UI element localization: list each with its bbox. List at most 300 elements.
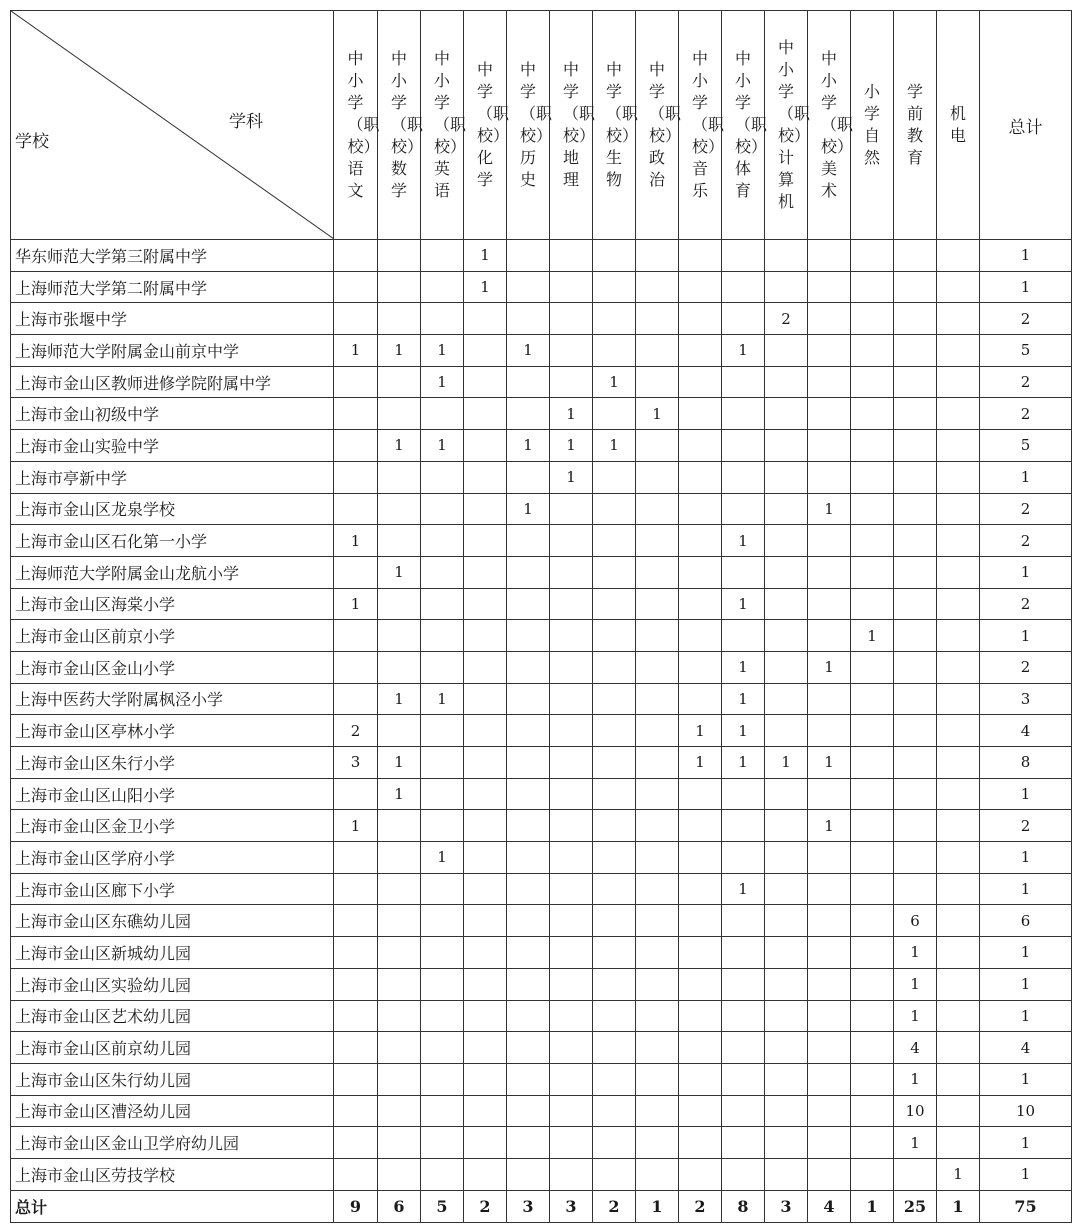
count-cell (937, 715, 980, 747)
table-row (11, 525, 1072, 557)
count-cell (679, 303, 722, 335)
count-cell (464, 366, 507, 398)
count-cell: 1 (507, 430, 550, 462)
count-cell (507, 937, 550, 969)
column-total-cell: 3 (550, 1190, 593, 1222)
count-cell (765, 905, 808, 937)
count-cell (334, 1032, 378, 1064)
row-total-cell: 1 (980, 240, 1072, 272)
count-cell (937, 556, 980, 588)
count-cell (808, 271, 851, 303)
count-cell: 6 (894, 905, 937, 937)
count-cell (894, 778, 937, 810)
count-cell (378, 1095, 421, 1127)
count-cell (679, 1095, 722, 1127)
count-cell (808, 556, 851, 588)
corner-diagonal-line (11, 11, 334, 239)
count-cell (679, 271, 722, 303)
count-cell (851, 747, 894, 779)
count-cell (507, 240, 550, 272)
subject-header-english: 中小学（职校）英语 (421, 11, 464, 240)
count-cell (851, 1158, 894, 1190)
row-total-cell: 1 (980, 873, 1072, 905)
count-cell (334, 1095, 378, 1127)
count-cell (894, 873, 937, 905)
table-row (11, 303, 1072, 335)
school-name-cell: 上海师范大学第二附属中学 (11, 271, 334, 303)
count-cell (894, 747, 937, 779)
row-total-cell: 5 (980, 335, 1072, 367)
count-cell (937, 905, 980, 937)
count-cell (464, 905, 507, 937)
count-cell (679, 588, 722, 620)
table-row (11, 1158, 1072, 1190)
count-cell (894, 493, 937, 525)
count-cell (808, 303, 851, 335)
count-cell (421, 715, 464, 747)
school-name-cell: 上海市金山区山阳小学 (11, 778, 334, 810)
table-row (11, 747, 1072, 779)
count-cell (636, 747, 679, 779)
school-name-cell: 上海市金山区金卫小学 (11, 810, 334, 842)
count-cell (550, 968, 593, 1000)
count-cell (808, 937, 851, 969)
count-cell (378, 651, 421, 683)
count-cell (421, 620, 464, 652)
corner-subject-label: 学科 (229, 112, 263, 132)
count-cell (851, 303, 894, 335)
count-cell (378, 303, 421, 335)
count-cell (421, 1032, 464, 1064)
count-cell (722, 1063, 765, 1095)
school-name-cell: 上海市金山区龙泉学校 (11, 493, 334, 525)
count-cell (636, 430, 679, 462)
count-cell (464, 968, 507, 1000)
count-cell (464, 525, 507, 557)
count-cell (593, 1063, 636, 1095)
count-cell (507, 968, 550, 1000)
subject-header-mechatronics: 机电 (937, 11, 980, 240)
count-cell (421, 398, 464, 430)
column-total-cell: 3 (507, 1190, 550, 1222)
school-name-cell: 上海中医药大学附属枫泾小学 (11, 683, 334, 715)
count-cell (507, 683, 550, 715)
count-cell (421, 493, 464, 525)
count-cell (679, 430, 722, 462)
count-cell (334, 461, 378, 493)
count-cell (550, 366, 593, 398)
count-cell (378, 366, 421, 398)
count-cell (851, 937, 894, 969)
count-cell: 10 (894, 1095, 937, 1127)
count-cell (679, 525, 722, 557)
count-cell (851, 810, 894, 842)
row-total-cell: 1 (980, 461, 1072, 493)
count-cell (421, 1158, 464, 1190)
count-cell (550, 937, 593, 969)
count-cell (636, 525, 679, 557)
school-name-cell: 上海市金山区前京小学 (11, 620, 334, 652)
table-row (11, 398, 1072, 430)
count-cell (765, 810, 808, 842)
count-cell (550, 303, 593, 335)
count-cell (334, 683, 378, 715)
count-cell (334, 1063, 378, 1095)
count-cell (507, 747, 550, 779)
count-cell (894, 556, 937, 588)
count-cell (378, 715, 421, 747)
count-cell (679, 240, 722, 272)
count-cell: 1 (550, 430, 593, 462)
count-cell (636, 335, 679, 367)
table-row (11, 335, 1072, 367)
row-total-cell: 2 (980, 525, 1072, 557)
count-cell (851, 873, 894, 905)
table-row (11, 778, 1072, 810)
count-cell (722, 620, 765, 652)
school-name-cell: 上海市金山区石化第一小学 (11, 525, 334, 557)
count-cell (851, 335, 894, 367)
count-cell (937, 778, 980, 810)
column-total-cell: 1 (636, 1190, 679, 1222)
count-cell (378, 493, 421, 525)
count-cell (765, 968, 808, 1000)
count-cell (464, 715, 507, 747)
count-cell (421, 937, 464, 969)
count-cell: 1 (421, 366, 464, 398)
school-name-cell: 上海市金山初级中学 (11, 398, 334, 430)
count-cell: 1 (937, 1158, 980, 1190)
subject-header-chemistry: 中学（职校）化学 (464, 11, 507, 240)
table-row (11, 1000, 1072, 1032)
count-cell (593, 778, 636, 810)
count-cell (937, 525, 980, 557)
count-cell (808, 366, 851, 398)
count-cell (421, 588, 464, 620)
count-cell: 1 (378, 335, 421, 367)
count-cell (765, 651, 808, 683)
count-cell (593, 1032, 636, 1064)
count-cell (722, 1158, 765, 1190)
count-cell (937, 620, 980, 652)
table-row (11, 240, 1072, 272)
count-cell (636, 842, 679, 874)
count-cell (593, 240, 636, 272)
count-cell: 1 (894, 1000, 937, 1032)
column-total-cell: 5 (421, 1190, 464, 1222)
count-cell (636, 1158, 679, 1190)
count-cell (378, 240, 421, 272)
count-cell (550, 842, 593, 874)
count-cell (334, 937, 378, 969)
count-cell: 1 (894, 968, 937, 1000)
count-cell: 1 (808, 810, 851, 842)
school-name-cell: 上海市金山实验中学 (11, 430, 334, 462)
column-total-cell: 8 (722, 1190, 765, 1222)
count-cell (851, 240, 894, 272)
count-cell (464, 1000, 507, 1032)
count-cell (421, 1095, 464, 1127)
school-name-cell: 上海市金山区朱行小学 (11, 747, 334, 779)
subject-header-music: 中小学（职校）音乐 (679, 11, 722, 240)
count-cell (722, 842, 765, 874)
count-cell (636, 620, 679, 652)
count-cell (464, 651, 507, 683)
count-cell (808, 715, 851, 747)
table-container (10, 10, 1072, 1223)
table-row (11, 430, 1072, 462)
count-cell (464, 303, 507, 335)
count-cell (679, 366, 722, 398)
table-row (11, 493, 1072, 525)
total-header: 总计 (980, 11, 1072, 240)
count-cell: 1 (421, 335, 464, 367)
count-cell (421, 461, 464, 493)
count-cell (851, 778, 894, 810)
count-cell (765, 1063, 808, 1095)
count-cell (507, 778, 550, 810)
count-cell (550, 556, 593, 588)
table-row (11, 651, 1072, 683)
count-cell: 1 (378, 683, 421, 715)
row-total-cell: 2 (980, 493, 1072, 525)
count-cell (851, 683, 894, 715)
school-name-cell: 上海市金山区朱行幼儿园 (11, 1063, 334, 1095)
count-cell (636, 366, 679, 398)
count-cell (765, 430, 808, 462)
count-cell (550, 1127, 593, 1159)
count-cell: 1 (550, 461, 593, 493)
count-cell (851, 525, 894, 557)
table-row (11, 968, 1072, 1000)
count-cell (378, 842, 421, 874)
row-total-cell: 2 (980, 810, 1072, 842)
count-cell (765, 335, 808, 367)
count-cell (894, 303, 937, 335)
count-cell (937, 461, 980, 493)
count-cell (937, 588, 980, 620)
count-cell (378, 398, 421, 430)
count-cell (507, 651, 550, 683)
count-cell (894, 715, 937, 747)
row-total-cell: 1 (980, 842, 1072, 874)
count-cell: 1 (334, 810, 378, 842)
count-cell (378, 588, 421, 620)
row-total-cell: 2 (980, 588, 1072, 620)
count-cell (421, 303, 464, 335)
recruitment-table (10, 10, 1072, 1223)
count-cell (593, 937, 636, 969)
count-cell (593, 651, 636, 683)
count-cell (679, 1032, 722, 1064)
count-cell: 1 (334, 588, 378, 620)
count-cell (378, 1127, 421, 1159)
row-total-cell: 4 (980, 1032, 1072, 1064)
count-cell (894, 461, 937, 493)
count-cell (808, 1063, 851, 1095)
count-cell (334, 905, 378, 937)
column-total-cell: 3 (765, 1190, 808, 1222)
count-cell (722, 271, 765, 303)
count-cell (937, 366, 980, 398)
count-cell (937, 1063, 980, 1095)
count-cell: 1 (722, 525, 765, 557)
subject-header-politics: 中学（职校）政治 (636, 11, 679, 240)
count-cell (334, 620, 378, 652)
count-cell (765, 937, 808, 969)
count-cell (550, 335, 593, 367)
count-cell (808, 842, 851, 874)
count-cell (722, 556, 765, 588)
count-cell (851, 366, 894, 398)
count-cell (550, 715, 593, 747)
count-cell (937, 747, 980, 779)
count-cell (334, 651, 378, 683)
totals-label: 总计 (11, 1190, 334, 1222)
count-cell (550, 493, 593, 525)
count-cell (334, 493, 378, 525)
count-cell (636, 588, 679, 620)
count-cell (765, 461, 808, 493)
count-cell (636, 303, 679, 335)
count-cell (464, 937, 507, 969)
count-cell: 1 (334, 525, 378, 557)
count-cell (550, 747, 593, 779)
count-cell (679, 937, 722, 969)
table-row (11, 271, 1072, 303)
count-cell (464, 493, 507, 525)
grand-total-cell: 75 (980, 1190, 1072, 1222)
school-name-cell: 上海市金山区学府小学 (11, 842, 334, 874)
subject-header-math: 中小学（职校）数学 (378, 11, 421, 240)
count-cell (808, 683, 851, 715)
count-cell (894, 525, 937, 557)
school-name-cell: 上海市亭新中学 (11, 461, 334, 493)
count-cell: 1 (808, 493, 851, 525)
count-cell: 1 (722, 873, 765, 905)
count-cell (378, 1158, 421, 1190)
count-cell (636, 873, 679, 905)
count-cell (808, 620, 851, 652)
count-cell (378, 1000, 421, 1032)
count-cell (894, 1158, 937, 1190)
count-cell (808, 335, 851, 367)
count-cell (507, 525, 550, 557)
count-cell (937, 968, 980, 1000)
count-cell: 1 (334, 335, 378, 367)
count-cell (765, 493, 808, 525)
count-cell (550, 1158, 593, 1190)
school-name-cell: 上海市金山区新城幼儿园 (11, 937, 334, 969)
count-cell (808, 1032, 851, 1064)
count-cell (679, 842, 722, 874)
subject-header-geography: 中学（职校）地理 (550, 11, 593, 240)
count-cell (851, 715, 894, 747)
count-cell (334, 842, 378, 874)
row-total-cell: 2 (980, 366, 1072, 398)
count-cell (765, 588, 808, 620)
count-cell (679, 905, 722, 937)
count-cell: 1 (765, 747, 808, 779)
count-cell (593, 715, 636, 747)
table-row (11, 461, 1072, 493)
column-total-cell: 6 (378, 1190, 421, 1222)
count-cell (851, 1127, 894, 1159)
count-cell (507, 271, 550, 303)
row-total-cell: 1 (980, 1127, 1072, 1159)
count-cell (808, 905, 851, 937)
count-cell (378, 620, 421, 652)
school-name-cell: 上海市金山区艺术幼儿园 (11, 1000, 334, 1032)
count-cell (679, 1063, 722, 1095)
count-cell (421, 651, 464, 683)
count-cell (593, 1000, 636, 1032)
count-cell (464, 873, 507, 905)
row-total-cell: 1 (980, 1063, 1072, 1095)
column-total-cell: 2 (679, 1190, 722, 1222)
count-cell: 1 (894, 1127, 937, 1159)
table-row (11, 1127, 1072, 1159)
count-cell (679, 683, 722, 715)
count-cell: 1 (593, 366, 636, 398)
count-cell (593, 493, 636, 525)
school-name-cell: 上海市金山区金山卫学府幼儿园 (11, 1127, 334, 1159)
count-cell (722, 240, 765, 272)
corner-school-label: 学校 (15, 132, 49, 152)
count-cell (464, 335, 507, 367)
count-cell (378, 461, 421, 493)
count-cell (937, 1032, 980, 1064)
school-name-cell: 上海市金山区廊下小学 (11, 873, 334, 905)
row-total-cell: 1 (980, 968, 1072, 1000)
count-cell (894, 588, 937, 620)
count-cell (378, 271, 421, 303)
count-cell (679, 556, 722, 588)
count-cell (765, 842, 808, 874)
count-cell (937, 335, 980, 367)
count-cell (421, 240, 464, 272)
count-cell (765, 525, 808, 557)
school-name-cell: 上海市金山区前京幼儿园 (11, 1032, 334, 1064)
count-cell (593, 556, 636, 588)
count-cell (464, 620, 507, 652)
count-cell: 1 (636, 398, 679, 430)
count-cell (378, 905, 421, 937)
count-cell (636, 1063, 679, 1095)
count-cell (593, 271, 636, 303)
count-cell (593, 873, 636, 905)
school-name-cell: 上海市金山区漕泾幼儿园 (11, 1095, 334, 1127)
count-cell (507, 1158, 550, 1190)
count-cell (593, 588, 636, 620)
count-cell (421, 810, 464, 842)
count-cell (464, 1095, 507, 1127)
count-cell (937, 430, 980, 462)
count-cell (421, 1000, 464, 1032)
row-total-cell: 6 (980, 905, 1072, 937)
count-cell (421, 1063, 464, 1095)
subject-header-history: 中学（职校）历史 (507, 11, 550, 240)
count-cell (421, 747, 464, 779)
count-cell (421, 525, 464, 557)
count-cell (937, 873, 980, 905)
count-cell (464, 1158, 507, 1190)
count-cell (765, 240, 808, 272)
count-cell (421, 968, 464, 1000)
table-row (11, 905, 1072, 937)
column-total-cell: 4 (808, 1190, 851, 1222)
count-cell (593, 1158, 636, 1190)
